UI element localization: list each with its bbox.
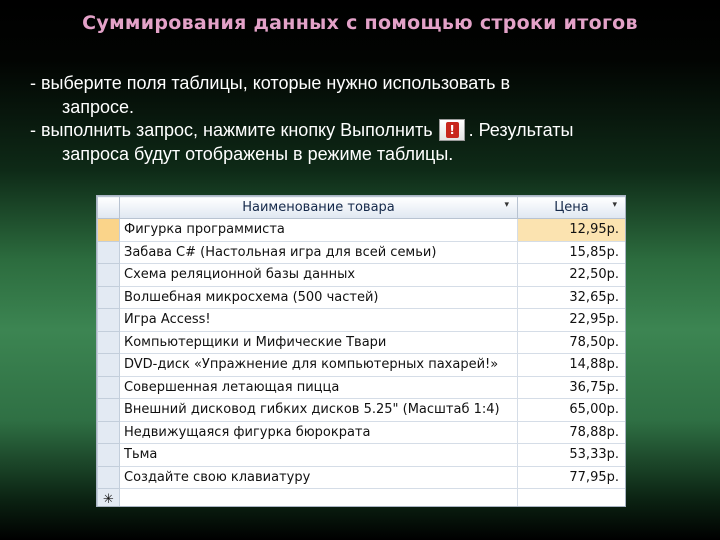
price-cell[interactable]: 12,95р. (518, 219, 626, 242)
table-row[interactable] (98, 286, 626, 309)
table-row[interactable] (98, 331, 626, 354)
table-row[interactable] (98, 444, 626, 467)
table-row[interactable] (98, 466, 626, 489)
price-cell[interactable]: 36,75р. (518, 376, 626, 399)
instruction-line-1: - выберите поля таблицы, которые нужно использовать в (30, 73, 511, 93)
table-row[interactable] (98, 421, 626, 444)
row-selector[interactable] (98, 399, 120, 422)
select-all-corner[interactable] (98, 197, 120, 219)
instruction-results-text: . Результаты (468, 120, 574, 140)
price-cell[interactable]: 22,50р. (518, 264, 626, 287)
row-selector[interactable] (98, 354, 120, 377)
row-selector[interactable] (98, 376, 120, 399)
table-row[interactable] (98, 399, 626, 422)
column-header-name-label: Наименование товара (242, 200, 395, 215)
product-name-cell[interactable]: Фигурка программиста (120, 219, 518, 242)
price-cell[interactable]: 65,00р. (518, 399, 626, 422)
slide-body (30, 72, 705, 166)
row-selector[interactable] (98, 219, 120, 242)
run-query-button[interactable] (439, 119, 465, 141)
price-cell[interactable]: 15,85р. (518, 241, 626, 264)
product-name-cell[interactable]: DVD-диск «Упражнение для компьютерных пахарей!» (120, 354, 518, 377)
table-row[interactable] (98, 354, 626, 377)
row-selector[interactable] (98, 286, 120, 309)
exclamation-icon: ! (446, 122, 459, 138)
new-record-row[interactable] (98, 489, 626, 508)
table-row[interactable] (98, 309, 626, 332)
product-name-cell[interactable]: Создайте свою клавиатуру (120, 466, 518, 489)
results-table (97, 196, 626, 507)
chevron-down-icon[interactable]: ▾ (612, 200, 617, 210)
table-row[interactable] (98, 241, 626, 264)
price-cell[interactable]: 77,95р. (518, 466, 626, 489)
table-row[interactable] (98, 219, 626, 242)
product-name-cell[interactable]: Внешний дисковод гибких дисков 5.25" (Масштаб 1:4) (120, 399, 518, 422)
chevron-down-icon[interactable]: ▾ (504, 200, 509, 210)
product-name-cell[interactable]: Забава C# (Настольная игра для всей семьи) (120, 241, 518, 264)
table-row[interactable] (98, 264, 626, 287)
price-cell[interactable]: 32,65р. (518, 286, 626, 309)
price-cell[interactable]: 22,95р. (518, 309, 626, 332)
new-record-icon[interactable]: ✳ (98, 489, 120, 508)
price-cell[interactable]: 14,88р. (518, 354, 626, 377)
header-row (98, 197, 626, 219)
price-cell[interactable]: 78,88р. (518, 421, 626, 444)
query-results-datasheet (96, 195, 626, 507)
table-row[interactable] (98, 376, 626, 399)
product-name-cell[interactable]: Недвижущаяся фигурка бюрократа (120, 421, 518, 444)
row-selector[interactable] (98, 241, 120, 264)
instruction-line-2: запросе. (62, 96, 135, 117)
row-selector[interactable] (98, 331, 120, 354)
column-header-name[interactable] (120, 197, 518, 219)
row-selector[interactable] (98, 466, 120, 489)
row-selector[interactable] (98, 444, 120, 467)
new-name-cell[interactable] (120, 489, 518, 508)
row-selector[interactable] (98, 421, 120, 444)
product-name-cell[interactable]: Компьютерщики и Мифические Твари (120, 331, 518, 354)
row-selector[interactable] (98, 309, 120, 332)
product-name-cell[interactable]: Волшебная микросхема (500 частей) (120, 286, 518, 309)
product-name-cell[interactable]: Игра Access! (120, 309, 518, 332)
product-name-cell[interactable]: Тьма (120, 444, 518, 467)
row-selector[interactable] (98, 264, 120, 287)
instruction-run-text: - выполнить запрос, нажмите кнопку Выполнить (30, 120, 433, 140)
product-name-cell[interactable]: Схема реляционной базы данных (120, 264, 518, 287)
slide-title: Суммирования данных с помощью строки итогов (82, 12, 638, 34)
instruction-line-4: запроса будут отображены в режиме таблицы. (62, 143, 454, 164)
column-header-price-label: Цена (554, 200, 589, 215)
price-cell[interactable]: 78,50р. (518, 331, 626, 354)
product-name-cell[interactable]: Совершенная летающая пицца (120, 376, 518, 399)
instruction-line-3 (30, 119, 705, 143)
price-cell[interactable]: 53,33р. (518, 444, 626, 467)
column-header-price[interactable] (518, 197, 626, 219)
new-price-cell[interactable] (518, 489, 626, 508)
